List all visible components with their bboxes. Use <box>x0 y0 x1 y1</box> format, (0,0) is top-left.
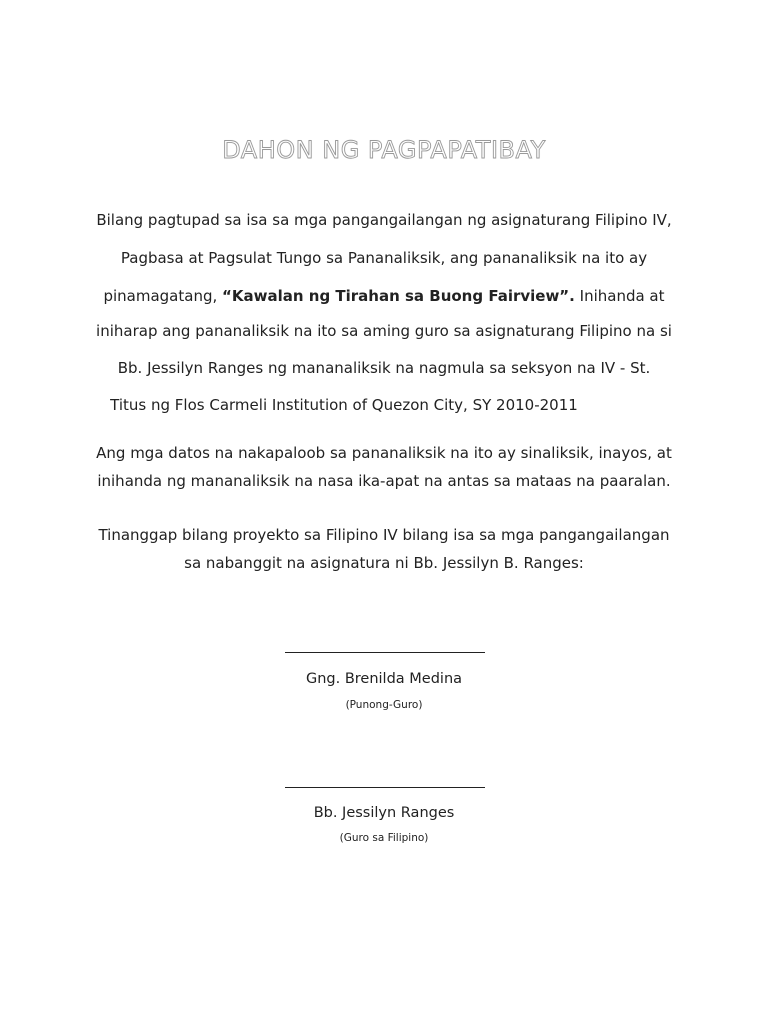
paragraph1-line4: iniharap ang pananaliksik na ito sa aming guro sa asignaturang Filipino na si <box>96 322 672 340</box>
signature-line-1 <box>285 652 485 653</box>
paragraph1-line6: Titus ng Flos Carmeli Institution of Quezon City, SY 2010-2011 <box>110 396 578 414</box>
paragraph1-line3-prefix: pinamagatang, <box>103 287 223 305</box>
paragraph1-line2: Pagbasa at Pagsulat Tungo sa Pananaliksik, ang pananaliksik na ito ay <box>120 249 648 267</box>
paragraph2-line2: inihanda ng mananaliksik na nasa ika-apat na antas sa mataas na paaralan. <box>97 472 671 490</box>
signature-line-2 <box>285 787 485 788</box>
paragraph1-line3 <box>0 286 768 306</box>
signatory-name-1: Gng. Brenilda Medina <box>305 671 463 687</box>
paragraph2-line1: Ang mga datos na nakapaloob sa pananaliksik na ito ay sinaliksik, inayos, at <box>96 444 672 462</box>
paragraph1-line1: Bilang pagtupad sa isa sa mga pangangailangan ng asignaturang Filipino IV, <box>96 211 672 229</box>
document-title: DAHON NG PAGPAPATIBAY <box>222 136 546 164</box>
signatory-name-2: Bb. Jessilyn Ranges <box>313 805 455 821</box>
research-title: “Kawalan ng Tirahan sa Buong Fairview”. <box>222 287 575 305</box>
signatory-role-1: (Punong-Guro) <box>345 699 423 711</box>
paragraph3-line1: Tinanggap bilang proyekto sa Filipino IV bilang isa sa mga pangangailangan <box>98 526 670 544</box>
paragraph3-line2: sa nabanggit na asignatura ni Bb. Jessilyn B. Ranges: <box>184 554 584 572</box>
paragraph1-line5: Bb. Jessilyn Ranges ng mananaliksik na nagmula sa seksyon na IV - St. <box>117 359 651 377</box>
paragraph1-line3-suffix: Inihanda at <box>574 287 665 305</box>
signatory-role-2: (Guro sa Filipino) <box>339 832 429 844</box>
